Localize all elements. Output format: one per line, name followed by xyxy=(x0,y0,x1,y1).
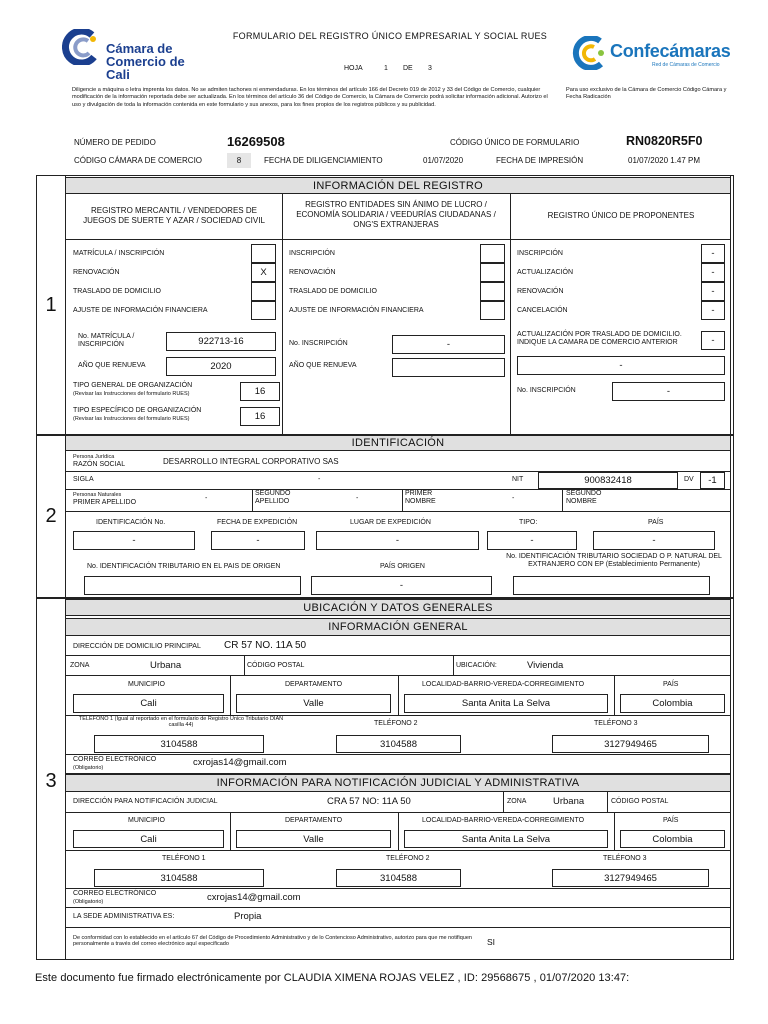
instructions-text: Diligencie a máquina o letra imprenta los datos. No se admiten tachones ni enmendaduras. En los términos del artículo 166 del Decreto 019 de 2012 y 33 del Código de Comercio, cualquier modificación de la información reportada debe ser actualizada. En los términos del artículo 36 del Código de Comercio, la Cámara de Comercio podrá solicitar información adicional. Autorizo el uso y divulgación de toda la información contenida en este formulario y sus anexos, para los fines propios de los registros públicos y su publicidad. xyxy=(72,87,548,108)
s3-dir-label: DIRECCIÓN DE DOMICILIO PRINCIPAL xyxy=(73,643,201,650)
s1-c3-check-cancelacion[interactable]: - xyxy=(701,301,725,320)
s2-primer-apellido-value: - xyxy=(205,495,208,502)
s3-line-4 xyxy=(66,754,730,755)
s3-conformidad-text: De conformidad con lo establecido en el artículo 67 del Código de Procedimiento Administrativo y de lo Contencioso Administrativo, autorizo para que me notifiquen personalmente a través del correo electrónico aquí especificado xyxy=(73,935,472,948)
s1-c2-check-renovacion[interactable] xyxy=(480,263,505,282)
s1-c3-opt-cancelacion: CANCELACIÓN xyxy=(517,307,568,314)
s3-municipio-field[interactable]: Cali xyxy=(73,694,224,713)
s3-dir-not-value: CRA 57 NO: 11A 50 xyxy=(327,796,411,807)
s3-pais-label: PAÍS xyxy=(663,681,679,688)
s1-actualizacion-traslado-label: ACTUALIZACIÓN POR TRASLADO DE DOMICILIO. INDIQUE LA CAMARA DE COMERCIO ANTERIOR xyxy=(517,331,682,347)
s3-line-9 xyxy=(66,907,730,908)
s3-depto-label: DEPARTAMENTO xyxy=(285,681,343,688)
s1-c1-opt-renovacion: RENOVACIÓN xyxy=(73,269,120,276)
s3-correo2-label: CORREO ELECTRÓNICO xyxy=(73,890,157,897)
s1-no-inscripcion3-label: No. INSCRIPCIÓN xyxy=(517,387,576,394)
s3-municipio2-field[interactable]: Cali xyxy=(73,830,224,848)
s2-trib-ext-label: No. IDENTIFICACIÓN TRIBUTARIO SOCIEDAD O P. NATURAL DEL EXTRANJERO CON EP (Establecimiento Permanente) xyxy=(506,553,722,569)
s1-c1-check-traslado[interactable] xyxy=(251,282,276,301)
confecamaras-logo-name: Confecámaras xyxy=(610,41,731,61)
s3-correo-label: CORREO ELECTRÓNICO xyxy=(73,756,157,763)
s3-tel2b-field[interactable]: 3104588 xyxy=(336,869,461,887)
section-2-title: IDENTIFICACIÓN xyxy=(66,435,730,451)
hoja-total: 3 xyxy=(428,65,432,72)
s2-pais-origen-label: PAÍS ORIGEN xyxy=(380,563,425,570)
s1-c2-opt-renovacion: RENOVACIÓN xyxy=(289,269,336,276)
s3-municipio-label: MUNICIPIO xyxy=(128,681,165,688)
s3-zona-label: ZONA xyxy=(70,662,90,669)
section-1-title: INFORMACIÓN DEL REGISTRO xyxy=(66,177,730,194)
fecha-impr-label: FECHA DE IMPRESIÓN xyxy=(496,156,584,165)
de-label: DE xyxy=(403,65,413,72)
hoja-label: HOJA xyxy=(344,65,363,72)
s2-name-divider-b xyxy=(402,489,403,511)
s1-no-inscripcion3-field[interactable]: - xyxy=(612,382,725,401)
s1-col-divider-b xyxy=(510,194,511,434)
s3-tel1-label: TELÉFONO 1 (Igual al reportado en el formulario de Registro Único Tributario DIAN casilla 44) xyxy=(78,716,284,729)
s3-tel1b-field[interactable]: 3104588 xyxy=(94,869,264,887)
s2-pais-field[interactable]: - xyxy=(593,531,715,550)
s2-sigla-value: - xyxy=(318,476,321,483)
s2-line-3 xyxy=(66,511,730,512)
s3-zona2-label: ZONA xyxy=(507,798,527,805)
s3-correo-note: (Obligatorio) xyxy=(73,765,104,771)
s3-localidad2-label: LOCALIDAD-BARRIO-VEREDA-CORREGIMIENTO xyxy=(422,817,585,824)
s3-depto-field[interactable]: Valle xyxy=(236,694,391,713)
s2-persona-juridica: Persona Jurídica xyxy=(73,454,115,460)
camara-logo-text xyxy=(106,42,185,81)
s1-no-inscripcion-field[interactable]: - xyxy=(392,335,505,354)
s3-ubicacion-value: Vivienda xyxy=(527,660,564,671)
s2-dv-field[interactable]: -1 xyxy=(700,472,725,489)
s1-col-divider-a xyxy=(282,194,283,434)
fecha-dilig-label: FECHA DE DILIGENCIAMIENTO xyxy=(264,156,383,165)
s2-primer-apellido-label: PRIMER APELLIDO xyxy=(73,499,137,506)
form-title: FORMULARIO DEL REGISTRO ÚNICO EMPRESARIAL Y SOCIAL RUES xyxy=(232,31,548,41)
codigo-unico-value: RN0820R5F0 xyxy=(626,134,703,148)
s2-fecha-exp-field[interactable]: - xyxy=(211,531,305,550)
s1-c1-opt-matricula: MATRÍCULA / INSCRIPCIÓN xyxy=(73,250,165,257)
s2-lugar-exp-field[interactable]: - xyxy=(316,531,479,550)
s1-c3-opt-actualizacion: ACTUALIZACIÓN xyxy=(517,269,574,276)
s3-mun2-divider-b xyxy=(398,812,399,850)
confecamaras-logo-subtitle: Red de Cámaras de Comercio xyxy=(652,62,720,68)
s1-c1-opt-ajuste: AJUSTE DE INFORMACIÓN FINANCIERA xyxy=(73,307,208,314)
s3-conformidad-value: SI xyxy=(487,937,496,947)
s1-tipo-general-field[interactable]: 16 xyxy=(240,382,280,401)
s1-tipo-general-label: TIPO GENERAL DE ORGANIZACIÓN xyxy=(73,382,193,389)
s3-depto2-label: DEPARTAMENTO xyxy=(285,817,343,824)
s3-zona-value: Urbana xyxy=(150,660,182,671)
s3-dir-not-label: DIRECCIÓN PARA NOTIFICACIÓN JUDICIAL xyxy=(73,798,218,805)
s3-localidad2-field[interactable]: Santa Anita La Selva xyxy=(404,830,608,848)
s1-c1-check-ajuste[interactable] xyxy=(251,301,276,320)
s2-primer-nombre-label: PRIMER NOMBRE xyxy=(405,490,436,506)
s1-c2-check-inscripcion[interactable] xyxy=(480,244,505,263)
s1-anio2-field[interactable] xyxy=(392,358,505,377)
s1-c2-opt-inscripcion: INSCRIPCIÓN xyxy=(289,250,335,257)
s2-dv-label: DV xyxy=(684,476,694,483)
s3-cod-postal2-label: CÓDIGO POSTAL xyxy=(611,798,669,805)
fecha-impr-value: 01/07/2020 1.47 PM xyxy=(628,156,701,165)
s2-primer-nombre-value: - xyxy=(512,495,515,502)
s3-sede-value: Propia xyxy=(234,911,262,922)
section-2-number: 2 xyxy=(45,505,57,527)
s3-line-1 xyxy=(66,655,730,656)
hoja-num: 1 xyxy=(384,65,388,72)
s3-pais2-field[interactable]: Colombia xyxy=(620,830,725,848)
s2-id-no-field[interactable]: - xyxy=(73,531,195,550)
s2-pais-origen-field[interactable]: - xyxy=(311,576,492,595)
s1-c1-check-matricula[interactable] xyxy=(251,244,276,263)
s2-segundo-apellido-value: - xyxy=(356,495,359,502)
s3-mun2-divider-a xyxy=(230,812,231,850)
s3-line-8 xyxy=(66,888,730,889)
camara-logo-mark-icon xyxy=(62,29,100,65)
s2-fecha-exp-label: FECHA DE EXPEDICIÓN xyxy=(217,519,298,526)
s3-tel3-field[interactable]: 3127949465 xyxy=(552,735,709,753)
s2-nit-label: NIT xyxy=(512,476,524,483)
s1-no-inscripcion-label: No. INSCRIPCIÓN xyxy=(289,340,348,347)
s3-correo2-note: (Obligatorio) xyxy=(73,899,104,905)
s3-tel2-field[interactable]: 3104588 xyxy=(336,735,461,753)
s2-nit-field[interactable]: 900832418 xyxy=(538,472,678,489)
codigo-unico-label: CÓDIGO ÚNICO DE FORMULARIO xyxy=(450,138,580,147)
s1-col2-heading: REGISTRO ENTIDADES SIN ÁNIMO DE LUCRO / ECONOMÍA SOLIDARIA / VEEDURÍAS CIUDADANAS / ONG'S EXTRANJERAS xyxy=(296,200,496,229)
s3-cod-postal-label: CÓDIGO POSTAL xyxy=(247,662,305,669)
s2-razon-social-value: DESARROLLO INTEGRAL CORPORATIVO SAS xyxy=(163,457,339,466)
s1-matricula-field[interactable]: 922713-16 xyxy=(166,332,276,351)
section-3-subtitle-notificacion: INFORMACIÓN PARA NOTIFICACIÓN JUDICIAL Y ADMINISTRATIVA xyxy=(66,774,730,792)
s3-tel3b-label: TELÉFONO 3 xyxy=(603,855,647,862)
section-3-title: UBICACIÓN Y DATOS GENERALES xyxy=(66,599,730,616)
frame-inner-left-line xyxy=(65,175,66,960)
s1-camara-anterior-field[interactable]: - xyxy=(517,356,725,375)
s1-c2-opt-ajuste: AJUSTE DE INFORMACIÓN FINANCIERA xyxy=(289,307,424,314)
s2-trib-origen-label: No. IDENTIFICACIÓN TRIBUTARIO EN EL PAIS DE ORIGEN xyxy=(87,563,281,570)
s3-tel3-label: TELÉFONO 3 xyxy=(594,720,638,727)
section-1-number: 1 xyxy=(45,294,57,316)
s3-codpostal-divider xyxy=(453,655,454,675)
s2-personas-naturales: Personas Naturales xyxy=(73,492,122,498)
s3-tel1-field[interactable]: 3104588 xyxy=(94,735,264,753)
s1-matricula-label: No. MATRÍCULA / INSCRIPCIÓN xyxy=(78,333,135,349)
s2-trib-origen-field[interactable] xyxy=(84,576,301,595)
s2-segundo-nombre-label: SEGUNDO NOMBRE xyxy=(566,490,602,506)
s3-pais-field[interactable]: Colombia xyxy=(620,694,725,713)
exclusive-use-note: Para uso exclusivo de la Cámara de Comercio Código Cámara y Fecha Radicación xyxy=(566,87,727,101)
s2-line-2 xyxy=(66,489,730,490)
s2-trib-ext-field[interactable] xyxy=(513,576,710,595)
s1-c3-check-renovacion[interactable]: - xyxy=(701,282,725,301)
s1-c2-check-traslado[interactable] xyxy=(480,282,505,301)
s1-c1-check-renovacion[interactable]: X xyxy=(251,263,276,282)
s3-zona2-value: Urbana xyxy=(553,796,585,807)
s2-id-no-label: IDENTIFICACIÓN No. xyxy=(96,519,166,526)
section-3-subtitle-general: INFORMACIÓN GENERAL xyxy=(66,618,730,636)
s2-sigla-label: SIGLA xyxy=(73,476,94,483)
s3-mun-divider-c xyxy=(614,675,615,715)
s1-anio-field[interactable]: 2020 xyxy=(166,357,276,376)
s2-lugar-exp-label: LUGAR DE EXPEDICIÓN xyxy=(350,519,431,526)
s1-c3-check-actualizacion[interactable]: - xyxy=(701,263,725,282)
s3-localidad-label: LOCALIDAD-BARRIO-VEREDA-CORREGIMIENTO xyxy=(422,681,585,688)
s1-header-row-line xyxy=(66,239,730,240)
num-pedido-value: 16269508 xyxy=(227,134,285,149)
s2-tipo-label: TIPO: xyxy=(519,519,538,526)
s3-line-10 xyxy=(66,927,730,928)
s3-pais2-label: PAÍS xyxy=(663,817,679,824)
s3-mun2-divider-c xyxy=(614,812,615,850)
s1-c1-opt-traslado: TRASLADO DE DOMICILIO xyxy=(73,288,161,295)
s2-razon-social-label: RAZÓN SOCIAL xyxy=(73,461,126,468)
s1-c3-opt-inscripcion: INSCRIPCIÓN xyxy=(517,250,563,257)
s2-tipo-field[interactable]: - xyxy=(487,531,577,550)
s3-tel2-label: TELÉFONO 2 xyxy=(374,720,418,727)
s3-zona2-divider-a xyxy=(503,792,504,812)
camara-logo-line2: Comercio de xyxy=(106,54,185,69)
codigo-camara-label: CÓDIGO CÁMARA DE COMERCIO xyxy=(74,156,203,165)
s2-pais-label: PAÍS xyxy=(648,519,664,526)
num-pedido-label: NÚMERO DE PEDIDO xyxy=(74,138,156,147)
s2-segundo-apellido-label: SEGUNDO APELLIDO xyxy=(255,490,291,506)
s1-col1-heading: REGISTRO MERCANTIL / VENDEDORES DE JUEGOS DE SUERTE Y AZAR / SOCIEDAD CIVIL xyxy=(83,206,265,225)
s3-zona-divider xyxy=(244,655,245,675)
s3-correo-value: cxrojas14@gmail.com xyxy=(193,757,287,768)
s3-sede-label: LA SEDE ADMINISTRATIVA ES: xyxy=(73,913,175,920)
s3-depto2-field[interactable]: Valle xyxy=(236,830,391,848)
s1-c3-opt-renovacion: RENOVACIÓN xyxy=(517,288,564,295)
s1-tipo-general-note: (Revisar las Instrucciones del formulario RUES) xyxy=(73,391,190,397)
camara-logo-line3: Cali xyxy=(106,67,130,82)
camara-logo-line1: Cámara de xyxy=(106,41,173,56)
s1-c2-opt-traslado: TRASLADO DE DOMICILIO xyxy=(289,288,377,295)
footer-signature: Este documento fue firmado electrónicamente por CLAUDIA XIMENA ROJAS VELEZ , ID: 29568675 , 01/07/2020 13:47: xyxy=(35,972,630,984)
s1-c3-check-inscripcion[interactable]: - xyxy=(701,244,725,263)
s3-localidad-field[interactable]: Santa Anita La Selva xyxy=(404,694,608,713)
s3-tel3b-field[interactable]: 3127949465 xyxy=(552,869,709,887)
s3-municipio2-label: MUNICIPIO xyxy=(128,817,165,824)
s2-name-divider-c xyxy=(562,489,563,511)
s3-tel2b-label: TELÉFONO 2 xyxy=(386,855,430,862)
fecha-dilig-value: 01/07/2020 xyxy=(423,156,464,165)
s3-tel1b-label: TELÉFONO 1 xyxy=(162,855,206,862)
s3-correo2-value: cxrojas14@gmail.com xyxy=(207,892,301,903)
s1-anio2-label: AÑO QUE RENUEVA xyxy=(289,362,357,369)
s3-mun-divider-b xyxy=(398,675,399,715)
s1-tipo-especifico-field[interactable]: 16 xyxy=(240,407,280,426)
s3-line-7 xyxy=(66,850,730,851)
s1-tipo-especifico-label: TIPO ESPECÍFICO DE ORGANIZACIÓN xyxy=(73,407,202,414)
s3-ubicacion-label: UBICACIÓN: xyxy=(456,662,497,669)
confecamaras-logo-mark-icon xyxy=(570,36,608,70)
s3-dir-value: CR 57 NO. 11A 50 xyxy=(224,640,307,651)
s3-mun-divider-a xyxy=(230,675,231,715)
section-3-number: 3 xyxy=(45,770,57,792)
codigo-camara-value: 8 xyxy=(227,153,251,168)
s2-name-divider-a xyxy=(252,489,253,511)
s1-actualizacion-traslado-check[interactable]: - xyxy=(701,331,725,350)
s1-tipo-especifico-note: (Revisar las Instrucciones del formulario RUES) xyxy=(73,416,190,422)
s3-zona2-divider-b xyxy=(607,792,608,812)
s1-c2-check-ajuste[interactable] xyxy=(480,301,505,320)
s1-col3-heading: REGISTRO ÚNICO DE PROPONENTES xyxy=(547,211,695,220)
frame-inner-right-line xyxy=(730,175,731,960)
s1-anio-label: AÑO QUE RENUEVA xyxy=(78,362,146,369)
